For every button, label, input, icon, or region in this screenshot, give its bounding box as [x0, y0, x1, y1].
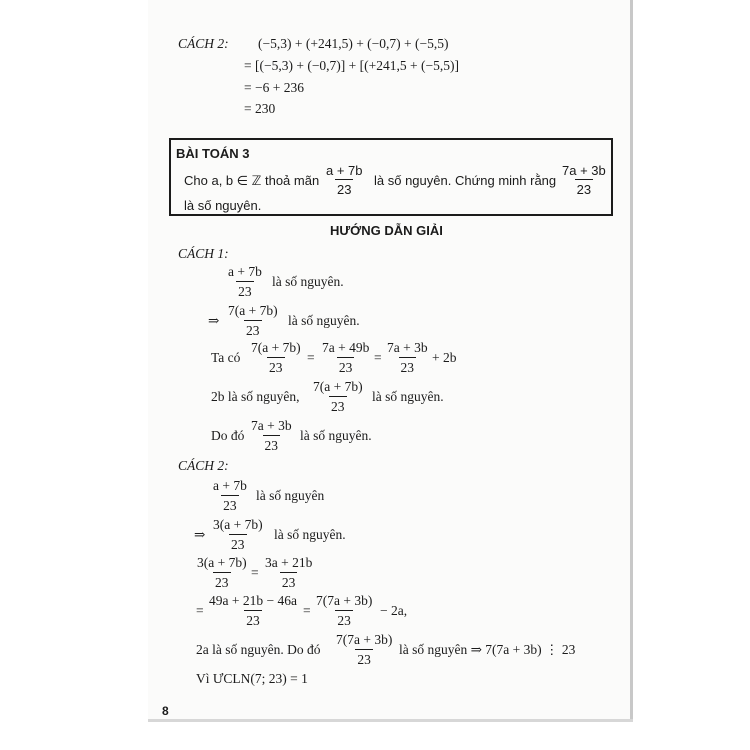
fraction-numerator: a + 7b — [213, 478, 247, 493]
fraction-numerator: 7a + 3b — [562, 163, 606, 178]
fraction-numerator: 7a + 49b — [322, 340, 370, 355]
problem-text-b: là số nguyên. Chứng minh rằng — [374, 173, 557, 188]
problem-text-c: là số nguyên. — [184, 198, 262, 213]
cach1-step4-text: 2b là số nguyên, — [211, 389, 300, 404]
cach1-step3-fraction-3 — [385, 341, 430, 374]
fraction-denominator: 23 — [329, 396, 347, 414]
cach1-step3-fraction-1 — [249, 341, 303, 374]
fraction-denominator: 23 — [335, 610, 353, 628]
equals-sign: = — [251, 565, 259, 580]
fraction-numerator: a + 7b — [326, 163, 363, 178]
fraction-denominator: 23 — [236, 281, 254, 299]
problem-text-a: Cho a, b ∈ ℤ thoả mãn — [184, 173, 320, 188]
fraction-denominator: 23 — [244, 610, 262, 628]
problem-fraction-1 — [324, 164, 365, 196]
fraction-denominator: 23 — [280, 572, 298, 590]
cach2-step6-text: Vì ƯCLN(7; 23) = 1 — [196, 671, 308, 686]
cach2-step3-fraction-2 — [263, 556, 314, 589]
cach1-step3-tail: + 2b — [432, 350, 457, 365]
cach1-step4-fraction — [311, 380, 365, 413]
fraction-numerator: 7(7a + 3b) — [316, 593, 373, 608]
cach2-top-line1: (−5,3) + (+241,5) + (−0,7) + (−5,5) — [258, 36, 449, 51]
fraction-denominator: 23 — [355, 649, 373, 667]
cach2-step4-fraction-1 — [207, 594, 299, 627]
cach1-heading: CÁCH 1: — [178, 246, 229, 261]
cach2-step2-fraction — [211, 518, 265, 551]
page-number: 8 — [162, 704, 169, 718]
cach1-step4-tail: là số nguyên. — [372, 389, 444, 404]
equals-sign: = — [196, 603, 204, 618]
cach2-top-line2: = [(−5,3) + (−0,7)] + [(+241,5 + (−5,5)] — [244, 58, 459, 73]
cach1-step2-fraction — [226, 304, 280, 337]
cach2-step5-tail: là số nguyên ⇒ 7(7a + 3b) ⋮ 23 — [399, 642, 576, 657]
cach2-step5-fraction — [334, 633, 394, 666]
cach2-step2-text: là số nguyên. — [274, 527, 346, 542]
page-edge — [630, 0, 633, 722]
implies-icon: ⇒ — [194, 527, 206, 542]
equals-sign: = — [374, 350, 382, 365]
fraction-numerator: 49a + 21b − 46a — [209, 593, 297, 608]
cach2-step5-text: 2a là số nguyên. Do đó — [196, 642, 321, 657]
cach2-top-line3: = −6 + 236 — [244, 80, 304, 95]
problem-title: BÀI TOÁN 3 — [176, 146, 250, 161]
cach1-step5-tail: là số nguyên. — [300, 428, 372, 443]
fraction-denominator: 23 — [335, 179, 353, 196]
fraction-denominator: 23 — [229, 534, 247, 552]
cach1-step1-fraction — [226, 265, 264, 298]
fraction-numerator: 3a + 21b — [265, 555, 313, 570]
cach2-top-heading: CÁCH 2: — [178, 36, 229, 51]
problem-fraction-2 — [560, 164, 608, 196]
fraction-denominator: 23 — [399, 357, 417, 375]
fraction-denominator: 23 — [575, 179, 593, 196]
cach1-step1-text: là số nguyên. — [272, 274, 344, 289]
fraction-denominator: 23 — [267, 357, 285, 375]
fraction-denominator: 23 — [213, 572, 231, 590]
cach1-step5-text: Do đó — [211, 428, 245, 443]
cach2-step1-text: là số nguyên — [256, 488, 325, 503]
fraction-numerator: a + 7b — [228, 264, 262, 279]
equals-sign: = — [307, 350, 315, 365]
fraction-denominator: 23 — [244, 320, 262, 338]
cach1-step3-text: Ta có — [211, 350, 241, 365]
equals-sign: = — [303, 603, 311, 618]
cach2-step1-fraction — [211, 479, 249, 512]
solution-title: HƯỚNG DẪN GIẢI — [330, 223, 443, 238]
cach2-step3-fraction-1 — [195, 556, 249, 589]
cach1-step3-fraction-2 — [320, 341, 371, 374]
fraction-numerator: 7(a + 7b) — [228, 303, 278, 318]
fraction-numerator: 7a + 3b — [251, 418, 292, 433]
cach1-step5-fraction — [249, 419, 294, 452]
fraction-denominator: 23 — [221, 495, 239, 513]
fraction-numerator: 7(7a + 3b) — [336, 632, 393, 647]
fraction-numerator: 7(a + 7b) — [313, 379, 363, 394]
fraction-numerator: 7(a + 7b) — [251, 340, 301, 355]
fraction-denominator: 23 — [263, 435, 281, 453]
page-bottom-edge — [148, 719, 633, 722]
fraction-denominator: 23 — [337, 357, 355, 375]
fraction-numerator: 7a + 3b — [387, 340, 428, 355]
cach2-step4-tail: − 2a, — [380, 603, 408, 618]
fraction-numerator: 3(a + 7b) — [213, 517, 263, 532]
cach1-step2-text: là số nguyên. — [288, 313, 360, 328]
cach2-heading: CÁCH 2: — [178, 458, 229, 473]
implies-icon: ⇒ — [208, 313, 220, 328]
fraction-numerator: 3(a + 7b) — [197, 555, 247, 570]
cach2-step4-fraction-2 — [314, 594, 374, 627]
cach2-top-line4: = 230 — [244, 101, 276, 116]
